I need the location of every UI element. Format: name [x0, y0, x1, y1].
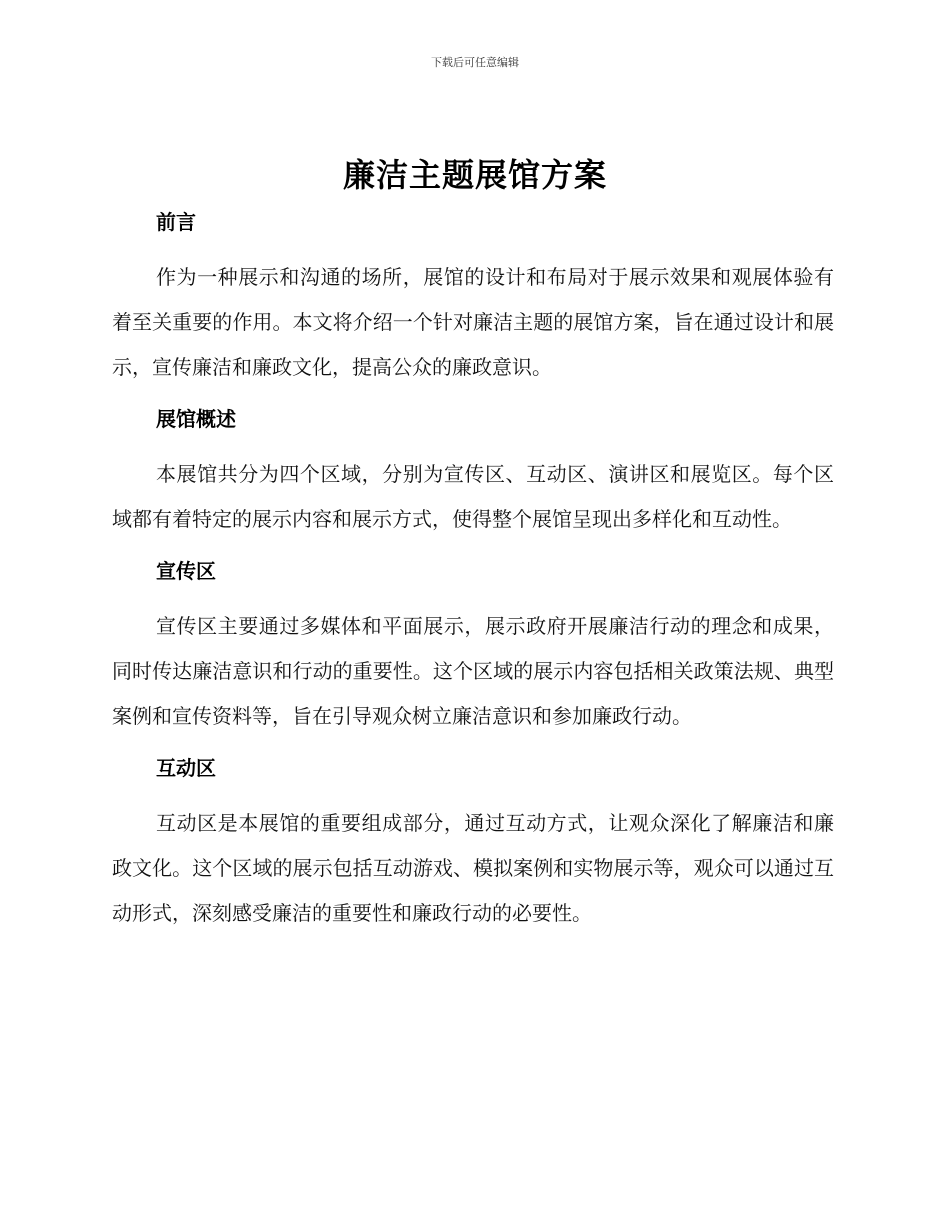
section-paragraph: 互动区是本展馆的重要组成部分，通过互动方式，让观众深化了解廉洁和廉政文化。这个区域的展示包括互动游戏、模拟案例和实物展示等，观众可以通过互动形式，深刻感受廉洁的重要性和廉政行动的必要性。	[112, 811, 834, 925]
section-interactive-area	[112, 751, 834, 936]
document-title: 廉洁主题展馆方案	[342, 156, 607, 194]
section-preface	[112, 205, 834, 402]
section-heading: 展馆概述	[156, 407, 236, 431]
document-content	[112, 205, 834, 936]
section-paragraph: 本展馆共分为四个区域，分别为宣传区、互动区、演讲区和展览区。每个区域都有着特定的展示内容和展示方式，使得整个展馆呈现出多样化和互动性。	[112, 462, 834, 531]
section-paragraph: 作为一种展示和沟通的场所，展馆的设计和布局对于展示效果和观展体验有着至关重要的作用。本文将介绍一个针对廉洁主题的展馆方案，旨在通过设计和展示，宣传廉洁和廉政文化，提高公众的廉政意识。	[112, 265, 834, 379]
section-publicity-area	[112, 554, 834, 751]
section-heading: 前言	[156, 210, 196, 234]
section-heading: 宣传区	[156, 559, 216, 583]
header-note: 下载后可任意编辑	[431, 56, 519, 69]
section-heading: 互动区	[156, 756, 216, 780]
section-overview	[112, 402, 834, 554]
section-paragraph: 宣传区主要通过多媒体和平面展示，展示政府开展廉洁行动的理念和成果，同时传达廉洁意识和行动的重要性。这个区域的展示内容包括相关政策法规、典型案例和宣传资料等，旨在引导观众树立廉洁意识和参加廉政行动。	[112, 614, 834, 728]
